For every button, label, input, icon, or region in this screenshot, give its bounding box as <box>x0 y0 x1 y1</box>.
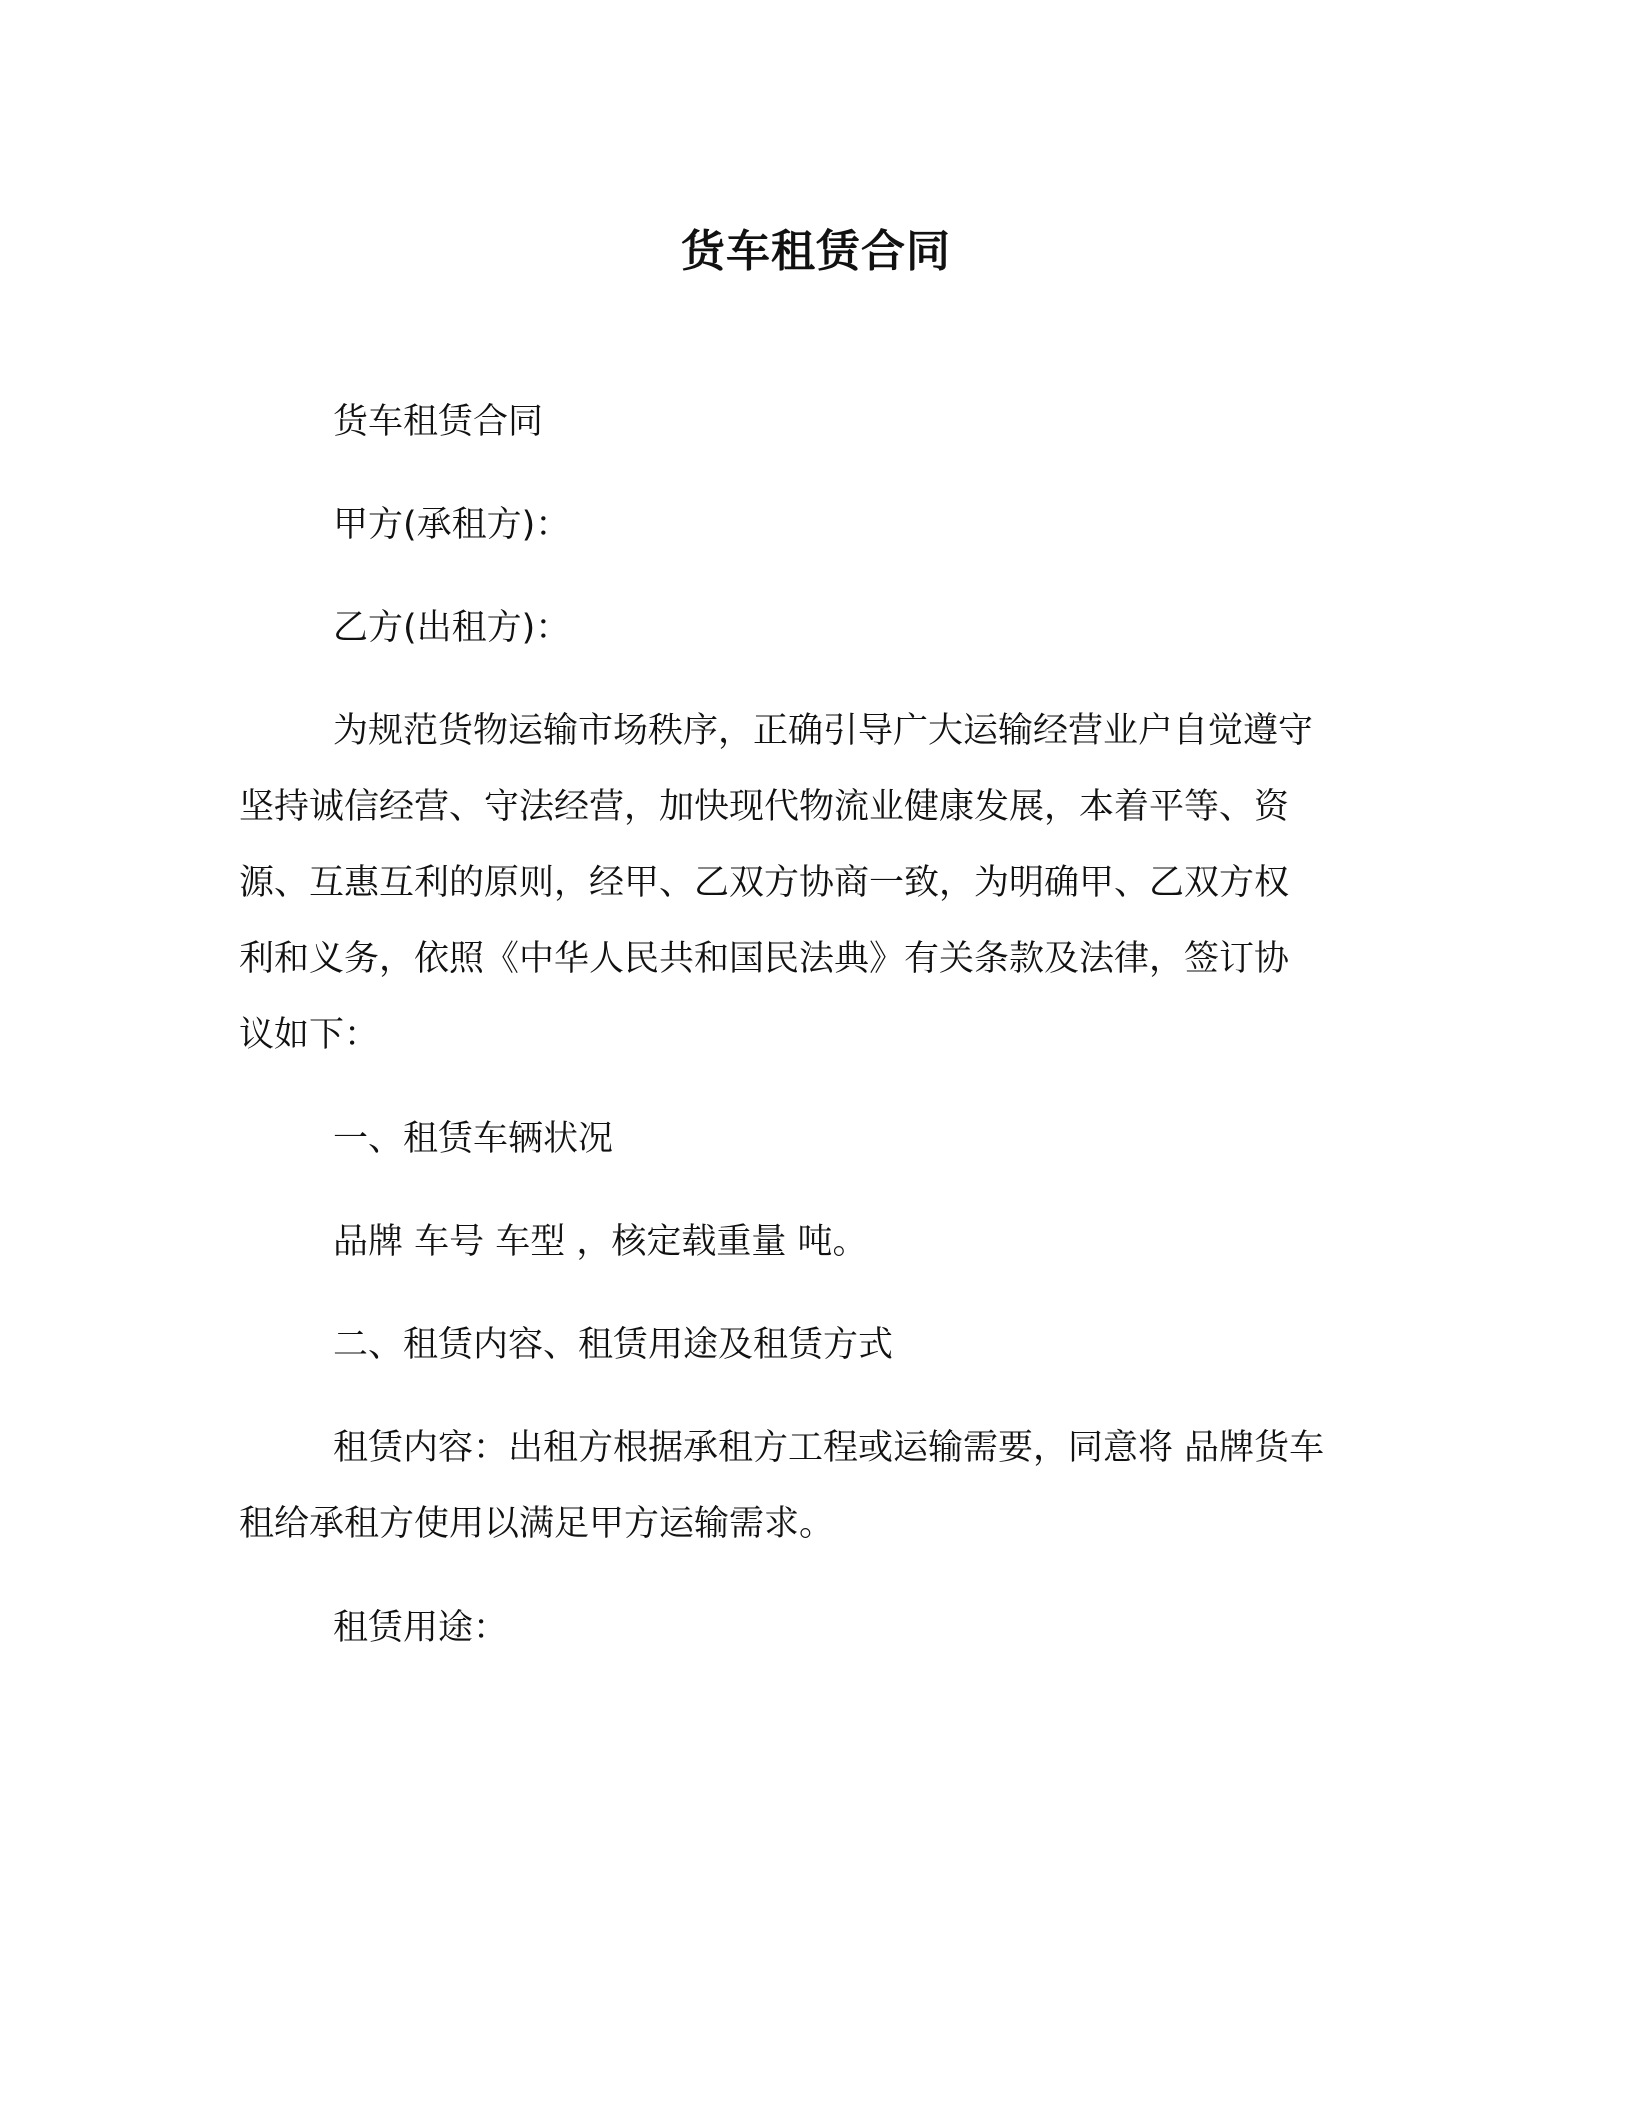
preamble-line: 议如下： <box>239 1015 380 1055</box>
preamble-line: 源、互惠互利的原则，经甲、乙双方协商一致，为明确甲、乙双方权 <box>239 863 1290 903</box>
section-1-text: 品牌 车号 车型 ，核定载重量 吨。 <box>333 1222 868 1262</box>
preamble-line: 为规范货物运输市场秩序，正确引导广大运输经营业户自觉遵守 <box>333 711 1314 751</box>
section-1-heading: 一、租赁车辆状况 <box>333 1119 614 1159</box>
lease-purpose-label: 租赁用途： <box>333 1608 509 1648</box>
subtitle: 货车租赁合同 <box>333 402 544 442</box>
preamble-line: 利和义务，依照《中华人民共和国民法典》有关条款及法律，签订协 <box>239 939 1290 979</box>
document-title: 货车租赁合同 <box>681 226 951 277</box>
party-a-label: 甲方(承租方)： <box>333 505 571 545</box>
lease-content-line: 租赁内容：出租方根据承租方工程或运输需要，同意将 品牌货车 <box>333 1428 1325 1468</box>
preamble-line: 坚持诚信经营、守法经营，加快现代物流业健康发展，本着平等、资 <box>239 787 1290 827</box>
lease-content-line: 租给承租方使用以满足甲方运输需求。 <box>239 1504 835 1544</box>
party-b-label: 乙方(出租方)： <box>333 608 571 648</box>
section-2-heading: 二、租赁内容、租赁用途及租赁方式 <box>333 1325 894 1365</box>
